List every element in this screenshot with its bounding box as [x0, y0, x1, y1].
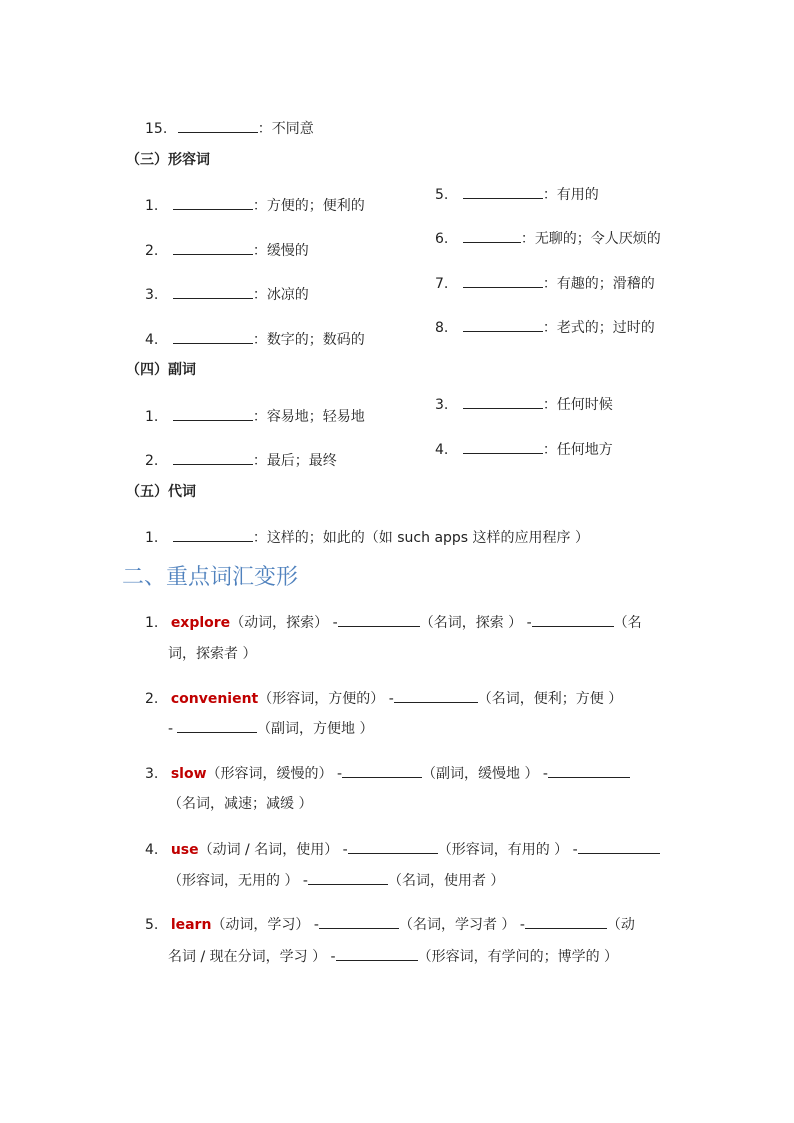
answer-blank[interactable] — [336, 946, 418, 961]
form-text: 名词 / 现在分词，学习 ） - — [168, 949, 336, 965]
separator: ： — [252, 287, 267, 303]
adj-item-7 — [435, 273, 655, 294]
adj-item-4 — [145, 329, 365, 350]
separator: ： — [252, 453, 267, 469]
item-meaning: 这样的；如此的（如 such apps 这样的应用程序 ） — [266, 530, 589, 546]
item-number: 6. — [435, 231, 449, 247]
item-meaning: 任何地方 — [556, 442, 613, 458]
item-number: 1. — [145, 198, 159, 214]
answer-blank[interactable] — [463, 394, 543, 409]
form-text: （动词，学习） - — [211, 917, 319, 933]
form-text: （名词，便利；方便 ） — [477, 691, 623, 707]
item-meaning: 任何时候 — [556, 397, 613, 413]
answer-blank[interactable] — [548, 763, 630, 778]
answer-blank[interactable] — [177, 718, 257, 733]
item-number: 15. — [145, 121, 168, 137]
answer-blank[interactable] — [348, 839, 438, 854]
separator: ： — [542, 187, 557, 203]
form-text: （动 — [606, 917, 635, 933]
form-item-3-line-2: （名词，减速；减缓 ） — [168, 796, 313, 812]
form-item-4-line-1 — [145, 839, 660, 860]
keyword: learn — [170, 917, 212, 933]
adj-item-6 — [435, 228, 661, 249]
answer-blank[interactable] — [319, 914, 399, 929]
item-number: 1. — [145, 409, 159, 425]
item-meaning: 老式的；过时的 — [556, 320, 655, 336]
adj-item-5 — [435, 184, 599, 205]
item-meaning: 无聊的；令人厌烦的 — [534, 231, 661, 247]
form-item-1-line-2: 词，探索者 ） — [168, 646, 257, 662]
answer-blank[interactable] — [578, 839, 660, 854]
answer-blank[interactable] — [173, 240, 253, 255]
answer-blank[interactable] — [308, 870, 388, 885]
adv-item-3 — [435, 394, 613, 415]
keyword: explore — [170, 615, 231, 631]
item-15 — [145, 118, 314, 139]
separator: ： — [542, 442, 557, 458]
item-number: 4. — [435, 442, 449, 458]
form-text: （名词，探索 ） - — [419, 615, 532, 631]
item-meaning: 数字的；数码的 — [266, 332, 365, 348]
answer-blank[interactable] — [173, 284, 253, 299]
answer-blank[interactable] — [463, 184, 543, 199]
answer-blank[interactable] — [173, 450, 253, 465]
answer-blank[interactable] — [173, 527, 253, 542]
section-heading-pronouns: （五）代词 — [126, 484, 196, 500]
separator: ： — [542, 276, 557, 292]
item-number: 8. — [435, 320, 449, 336]
form-item-4-line-2 — [168, 870, 504, 891]
item-number: 2. — [145, 243, 159, 259]
item-number: 1. — [145, 530, 159, 546]
item-number: 3. — [435, 397, 449, 413]
item-number: 2. — [145, 691, 159, 707]
answer-blank[interactable] — [532, 612, 614, 627]
form-item-1-line-1 — [145, 612, 642, 633]
item-number: 4. — [145, 332, 159, 348]
section-heading-word-forms: 二、重点词汇变形 — [122, 565, 299, 590]
item-number: 5. — [435, 187, 449, 203]
separator: ： — [252, 198, 267, 214]
item-number: 3. — [145, 766, 159, 782]
section-heading-adjectives: （三）形容词 — [126, 152, 210, 168]
item-number: 1. — [145, 615, 159, 631]
answer-blank[interactable] — [338, 612, 420, 627]
separator: ： — [257, 121, 272, 137]
separator: ： — [520, 231, 535, 247]
item-meaning: 方便的；便利的 — [266, 198, 365, 214]
item-number: 3. — [145, 287, 159, 303]
form-item-2-line-2 — [168, 718, 374, 739]
form-item-5-line-2 — [168, 946, 618, 967]
adj-item-3 — [145, 284, 309, 305]
separator: ： — [542, 320, 557, 336]
item-meaning: 不同意 — [271, 121, 314, 137]
form-text: （名 — [613, 615, 642, 631]
form-text: （形容词，有用的 ） - — [437, 842, 578, 858]
item-number: 4. — [145, 842, 159, 858]
form-text: （动词 / 名词，使用） - — [198, 842, 348, 858]
answer-blank[interactable] — [342, 763, 422, 778]
keyword: convenient — [170, 691, 259, 707]
answer-blank[interactable] — [178, 118, 258, 133]
answer-blank[interactable] — [463, 439, 543, 454]
item-meaning: 缓慢的 — [266, 243, 309, 259]
form-text: - — [168, 721, 174, 737]
separator: ： — [252, 243, 267, 259]
item-meaning: 冰凉的 — [266, 287, 309, 303]
item-meaning: 有用的 — [556, 187, 599, 203]
form-text: （形容词，缓慢的） - — [206, 766, 343, 782]
form-text: （形容词，方便的） - — [258, 691, 394, 707]
item-number: 2. — [145, 453, 159, 469]
keyword: slow — [170, 766, 207, 782]
separator: ： — [252, 530, 267, 546]
answer-blank[interactable] — [394, 688, 478, 703]
adv-item-2 — [145, 450, 337, 471]
separator: ： — [252, 332, 267, 348]
answer-blank[interactable] — [173, 329, 253, 344]
answer-blank[interactable] — [463, 228, 521, 243]
adv-item-4 — [435, 439, 613, 460]
form-text: （形容词，有学问的；博学的 ） — [417, 949, 619, 965]
form-text: （名词，使用者 ） — [387, 873, 505, 889]
adv-item-1 — [145, 406, 365, 427]
form-text: （名词，学习者 ） - — [398, 917, 525, 933]
adj-item-8 — [435, 317, 655, 338]
answer-blank[interactable] — [173, 406, 253, 421]
form-text: （动词，探索） - — [230, 615, 338, 631]
separator: ： — [252, 409, 267, 425]
item-number: 5. — [145, 917, 159, 933]
item-meaning: 容易地；轻易地 — [266, 409, 365, 425]
answer-blank[interactable] — [173, 195, 253, 210]
answer-blank[interactable] — [463, 317, 543, 332]
pron-item-1 — [145, 527, 589, 548]
answer-blank[interactable] — [525, 914, 607, 929]
form-item-5-line-1 — [145, 914, 635, 935]
keyword: use — [170, 842, 199, 858]
item-number: 7. — [435, 276, 449, 292]
form-item-2-line-1 — [145, 688, 622, 709]
form-text: （副词，缓慢地 ） - — [422, 766, 548, 782]
separator: ： — [542, 397, 557, 413]
item-meaning: 有趣的；滑稽的 — [556, 276, 655, 292]
section-heading-adverbs: （四）副词 — [126, 362, 196, 378]
form-item-3-line-1 — [145, 763, 630, 784]
answer-blank[interactable] — [463, 273, 543, 288]
adj-item-2 — [145, 240, 309, 261]
item-meaning: 最后；最终 — [266, 453, 337, 469]
adj-item-1 — [145, 195, 365, 216]
form-text: （副词，方便地 ） — [257, 721, 374, 737]
form-text: （形容词，无用的 ） - — [168, 873, 308, 889]
